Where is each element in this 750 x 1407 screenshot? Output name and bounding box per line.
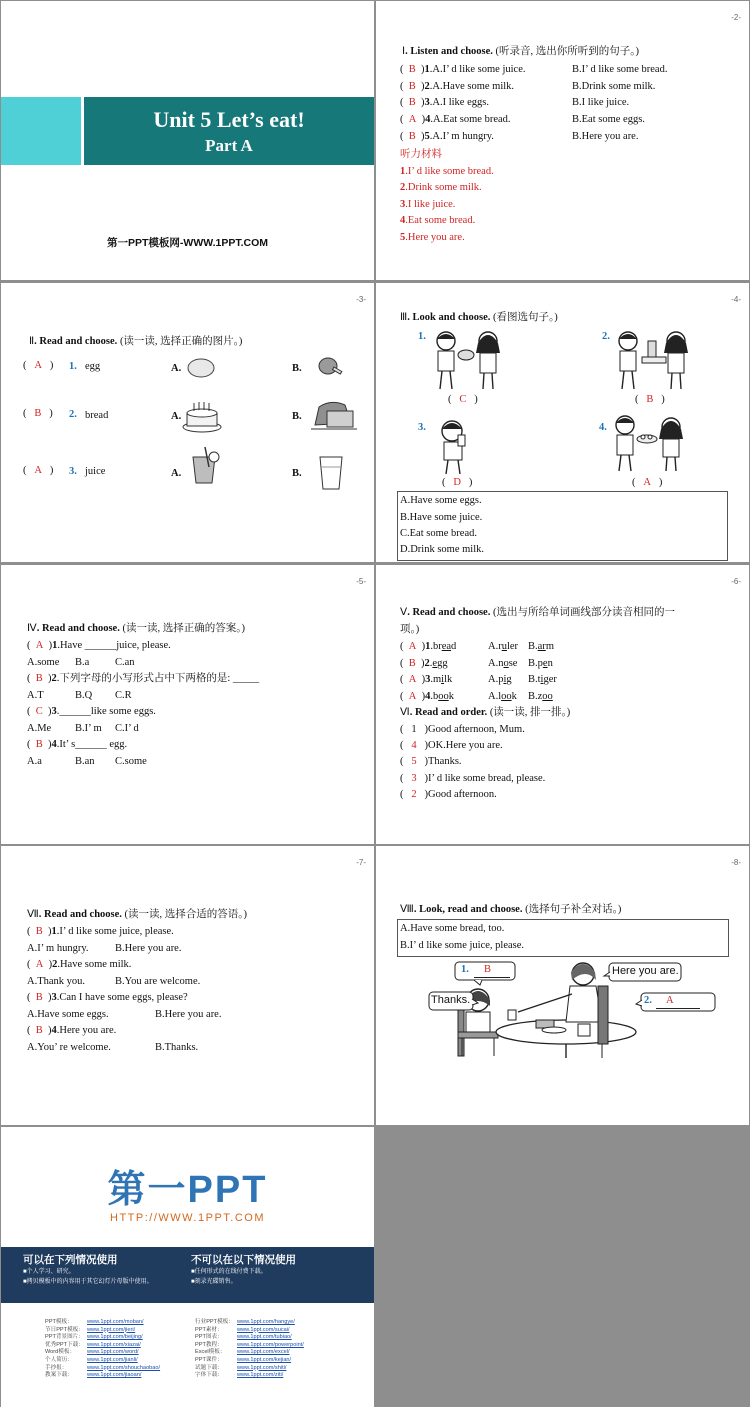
section-heading: Ⅶ. Read and choose. (读一读, 选择合适的答语。)	[27, 909, 248, 920]
sound-row: ( A )4.book	[400, 691, 454, 702]
section-heading: Ⅱ. Read and choose. (读一读, 选择正确的图片。)	[29, 336, 243, 347]
slide-listen	[376, 1, 749, 280]
link-label: 手抄报：	[45, 1364, 68, 1371]
links-right	[195, 1319, 365, 1380]
slide-choose-replies	[1, 846, 374, 1125]
script-title: 听力材料	[400, 149, 442, 160]
question-row: ( B )3.A.I like eggs.	[400, 97, 489, 108]
option-a: A.You’ re welcome.	[27, 1042, 111, 1053]
link-label: 个人简历：	[45, 1356, 73, 1363]
link-row	[45, 1334, 195, 1342]
section-heading: Ⅷ. Look, read and choose. (选择句子补全对话。)	[400, 904, 622, 915]
question-line: ( A )2.Have some milk.	[27, 959, 132, 970]
kids-juice-illustration	[612, 329, 694, 391]
question-line: ( B )2.下列字母的小写形式占中下两格的是: _____	[27, 673, 260, 684]
link-url[interactable]: www.1ppt.com/powerpoint/	[237, 1341, 304, 1348]
link-url[interactable]: www.1ppt.com/jiaoan/	[87, 1372, 142, 1379]
sound-option-a: A.pig	[488, 674, 512, 685]
link-url[interactable]: www.1ppt.com/jieri/	[87, 1326, 136, 1333]
question-line: ( B )1.I’ d like some juice, please.	[27, 926, 174, 937]
question-line: ( C )3.______like some eggs.	[27, 706, 156, 717]
answer-paren: ( B )	[23, 408, 53, 419]
bubble-number: 1.	[461, 964, 469, 975]
cannot-use-title: 不可以在以下情况使用	[191, 1254, 296, 1266]
option-c: C.some	[115, 756, 147, 767]
slide-1ppt-ad	[1, 1127, 374, 1407]
section-heading-cont: 项。)	[400, 624, 420, 635]
can-use-title: 可以在下列情况使用	[23, 1254, 118, 1266]
question-row: ( B )1.A.I’ d like some juice.	[400, 64, 526, 75]
link-url[interactable]: www.1ppt.com/hangye/	[237, 1319, 295, 1325]
option-b: B.I like juice.	[572, 97, 630, 108]
bubble-blank: B	[484, 964, 492, 975]
link-url[interactable]: www.1ppt.com/jianli/	[87, 1356, 138, 1363]
answer-paren: ( A )	[632, 477, 663, 488]
page-number: -4-	[731, 295, 741, 304]
option-line: C.Eat some bread.	[400, 528, 477, 539]
link-row	[45, 1357, 195, 1365]
option-b-label: B.	[292, 363, 302, 374]
option-b: B.You are welcome.	[115, 976, 201, 987]
section-heading: Ⅴ. Read and choose. (选出与所给单词画线部分读音相同的一	[400, 607, 675, 618]
question-line: ( B )4.It’ s______ egg.	[27, 739, 128, 750]
sound-option-b: B.tiger	[528, 674, 557, 685]
sound-option-a: A.look	[488, 691, 517, 702]
item-word: egg	[85, 361, 101, 372]
link-row	[195, 1357, 365, 1365]
option-line: A.Have some bread, too.	[400, 923, 505, 934]
link-row	[195, 1334, 365, 1342]
link-row	[195, 1319, 365, 1327]
link-label: PPT课件：	[195, 1356, 223, 1363]
link-row	[45, 1349, 195, 1357]
link-url[interactable]: www.1ppt.com/beijing/	[87, 1334, 143, 1341]
section-heading: Ⅳ. Read and choose. (读一读, 选择正确的答案。)	[27, 623, 245, 634]
slide-read-choose-pictures	[1, 283, 374, 562]
slide-title	[1, 1, 374, 280]
link-row	[195, 1372, 365, 1380]
option-line: A.Have some eggs.	[400, 495, 482, 506]
slide-look-choose	[376, 283, 749, 562]
links-left	[45, 1319, 195, 1380]
answer-paren: ( A )	[23, 465, 54, 476]
link-label: PPT素材：	[195, 1326, 223, 1333]
picture-number: 4.	[599, 422, 607, 433]
option-b: B.a	[75, 657, 90, 668]
link-url[interactable]: www.1ppt.com/sucai/	[237, 1326, 290, 1333]
milk-glass-icon	[317, 455, 345, 493]
bubble-blank: A	[666, 995, 674, 1006]
script-line: 2.Drink some milk.	[400, 182, 482, 193]
script-line: 1.I’ d like some bread.	[400, 166, 494, 177]
slide-read-choose-answers	[1, 565, 374, 844]
order-row: ( 4 )OK.Here you are.	[400, 740, 503, 751]
link-label: PPT图表：	[195, 1334, 223, 1341]
accent-block	[1, 97, 81, 165]
cannot-use-item: ■刻录光碟销售。	[191, 1279, 237, 1285]
option-a-label: A.	[171, 468, 182, 479]
can-use-item: ■个人学习、研究。	[23, 1269, 75, 1275]
answer-paren: ( C )	[448, 394, 478, 405]
link-label: 教案下载：	[45, 1372, 73, 1379]
page-number: -6-	[731, 577, 741, 586]
bubble-number: 2.	[644, 995, 652, 1006]
option-a: A.Me	[27, 723, 52, 734]
question-row: ( B )2.A.Have some milk.	[400, 81, 515, 92]
page-number: -8-	[731, 858, 741, 867]
answer-paren: ( D )	[442, 477, 473, 488]
slide-complete-dialogue	[376, 846, 749, 1125]
link-label: 试题下载：	[195, 1364, 223, 1371]
link-label: Excel模板：	[195, 1349, 226, 1356]
option-b: B.Q	[75, 690, 93, 701]
link-label: PPT教程：	[195, 1341, 223, 1348]
order-row: ( 2 )Good afternoon.	[400, 789, 497, 800]
site-url: HTTP://WWW.1PPT.COM	[110, 1212, 265, 1224]
order-row: ( 3 )I’ d like some bread, please.	[400, 773, 546, 784]
order-row: ( 5 )Thanks.	[400, 756, 462, 767]
link-label: PPT模板：	[45, 1319, 73, 1325]
sound-option-b: B.pen	[528, 658, 553, 669]
option-b: B.Drink some milk.	[572, 81, 656, 92]
script-line: 4.Eat some bread.	[400, 215, 476, 226]
kids-bread-illustration	[428, 329, 508, 391]
ppt-logo: 第一PPT	[107, 1169, 268, 1211]
option-a: A.T	[27, 690, 44, 701]
option-c: C.R	[115, 690, 132, 701]
bubble-thanks-text: Thanks.	[431, 994, 471, 1006]
page-number: -5-	[356, 577, 366, 586]
script-line: 5.Here you are.	[400, 232, 465, 243]
sound-option-a: A.ruler	[488, 641, 519, 652]
option-a: A.a	[27, 756, 42, 767]
egg-icon	[186, 355, 218, 381]
option-line: B.I’ d like some juice, please.	[400, 940, 525, 951]
unit-title: Unit 5 Let’s eat!	[153, 107, 305, 132]
order-row: ( 1 )Good afternoon, Mum.	[400, 724, 525, 735]
option-b: B.Here you are.	[115, 943, 182, 954]
section-heading: Ⅲ. Look and choose. (看图选句子。)	[400, 312, 558, 323]
option-c: C.an	[115, 657, 135, 668]
sound-row: ( A )1.bread	[400, 641, 457, 652]
option-b: B.an	[75, 756, 95, 767]
link-label: Word模板：	[45, 1349, 76, 1356]
link-row	[195, 1349, 365, 1357]
option-b: B.Here you are.	[155, 1009, 222, 1020]
sound-row: ( A )3.milk	[400, 674, 453, 685]
picture-number: 3.	[418, 422, 426, 433]
question-line: ( A )1.Have ______juice, please.	[27, 640, 171, 651]
page-number: -2-	[731, 13, 741, 22]
slide-sounds-order	[376, 565, 749, 844]
bubble-underline	[474, 977, 510, 978]
question-row: ( A )4.A.Eat some bread.	[400, 114, 511, 125]
section-heading: Ⅰ. Listen and choose. (听录音, 选出你所听到的句子。)	[402, 46, 640, 57]
bread-loaf-icon	[311, 397, 357, 433]
link-url[interactable]: www.1ppt.com/word/	[87, 1349, 139, 1356]
chicken-leg-icon	[317, 353, 347, 381]
item-word: bread	[85, 410, 109, 421]
link-url[interactable]: www.1ppt.com/ziti/	[237, 1372, 284, 1379]
bubble-underline	[656, 1008, 700, 1009]
kids-eggs-illustration	[609, 413, 689, 473]
link-url[interactable]: www.1ppt.com/kejian/	[237, 1356, 292, 1363]
picture-number: 1.	[418, 331, 426, 342]
link-url[interactable]: www.1ppt.com/shouchaobao/	[87, 1364, 161, 1371]
option-c: C.I’ d	[115, 723, 139, 734]
item-number: 1.	[69, 361, 77, 372]
link-url[interactable]: www.1ppt.com/xiazai/	[87, 1341, 141, 1348]
link-url[interactable]: www.1ppt.com/tubiao/	[237, 1334, 292, 1341]
option-line: D.Drink some milk.	[400, 544, 484, 555]
can-use-item: ■拷贝模板中的内容用于其它幻灯片母版中使用。	[23, 1279, 153, 1285]
site-caption: 第一PPT模板网-WWW.1PPT.COM	[107, 237, 268, 249]
option-a: A.some	[27, 657, 60, 668]
link-label: 优秀PPT下载：	[45, 1341, 84, 1348]
option-a: A.Thank you.	[27, 976, 86, 987]
sound-option-b: B.zoo	[528, 691, 553, 702]
option-a: A.Have some eggs.	[27, 1009, 109, 1020]
boy-milk-illustration	[434, 419, 474, 475]
script-line: 3.I like juice.	[400, 199, 456, 210]
question-line: ( B )4.Here you are.	[27, 1025, 117, 1036]
option-a-label: A.	[171, 363, 182, 374]
option-b: B.Here you are.	[572, 131, 639, 142]
option-b: B.I’ m	[75, 723, 102, 734]
link-row	[45, 1319, 195, 1327]
bubble-here-text: Here you are.	[612, 965, 679, 977]
option-line: B.Have some juice.	[400, 512, 483, 523]
answer-paren: ( A )	[23, 360, 54, 371]
link-url[interactable]: www.1ppt.com/shiti/	[237, 1364, 287, 1371]
question-line: ( B )3.Can I have some eggs, please?	[27, 992, 188, 1003]
sound-option-b: B.arm	[528, 641, 554, 652]
question-row: ( B )5.A.I’ m hungry.	[400, 131, 494, 142]
item-word: juice	[85, 466, 106, 477]
birthday-cake-icon	[182, 397, 222, 435]
option-b-label: B.	[292, 411, 302, 422]
item-number: 2.	[69, 409, 77, 420]
link-label: PPT背景图片：	[45, 1334, 84, 1341]
part-subtitle: Part A	[205, 136, 253, 155]
option-b: B.I’ d like some bread.	[572, 64, 668, 75]
item-number: 3.	[69, 466, 77, 477]
option-b-label: B.	[292, 468, 302, 479]
option-a-label: A.	[171, 411, 182, 422]
answer-paren: ( B )	[635, 394, 665, 405]
option-a: A.I’ m hungry.	[27, 943, 89, 954]
sound-option-a: A.nose	[488, 658, 518, 669]
option-b: B.Thanks.	[155, 1042, 199, 1053]
link-url[interactable]: www.1ppt.com/moban/	[87, 1319, 144, 1325]
sound-row: ( B )2.egg	[400, 658, 448, 669]
link-row	[45, 1372, 195, 1380]
option-b: B.Eat some eggs.	[572, 114, 645, 125]
link-label: 行业PPT模板：	[195, 1319, 234, 1325]
picture-number: 2.	[602, 331, 610, 342]
juice-glass-icon	[187, 445, 221, 487]
link-url[interactable]: www.1ppt.com/excel/	[237, 1349, 290, 1356]
cannot-use-item: ■任何形式的在线付费下载。	[191, 1269, 267, 1275]
link-label: 节日PPT模板：	[45, 1326, 84, 1333]
section-heading: Ⅵ. Read and order. (读一读, 排一排。)	[400, 707, 571, 718]
page-number: -3-	[356, 295, 366, 304]
link-label: 字体下载：	[195, 1372, 223, 1379]
page-number: -7-	[356, 858, 366, 867]
